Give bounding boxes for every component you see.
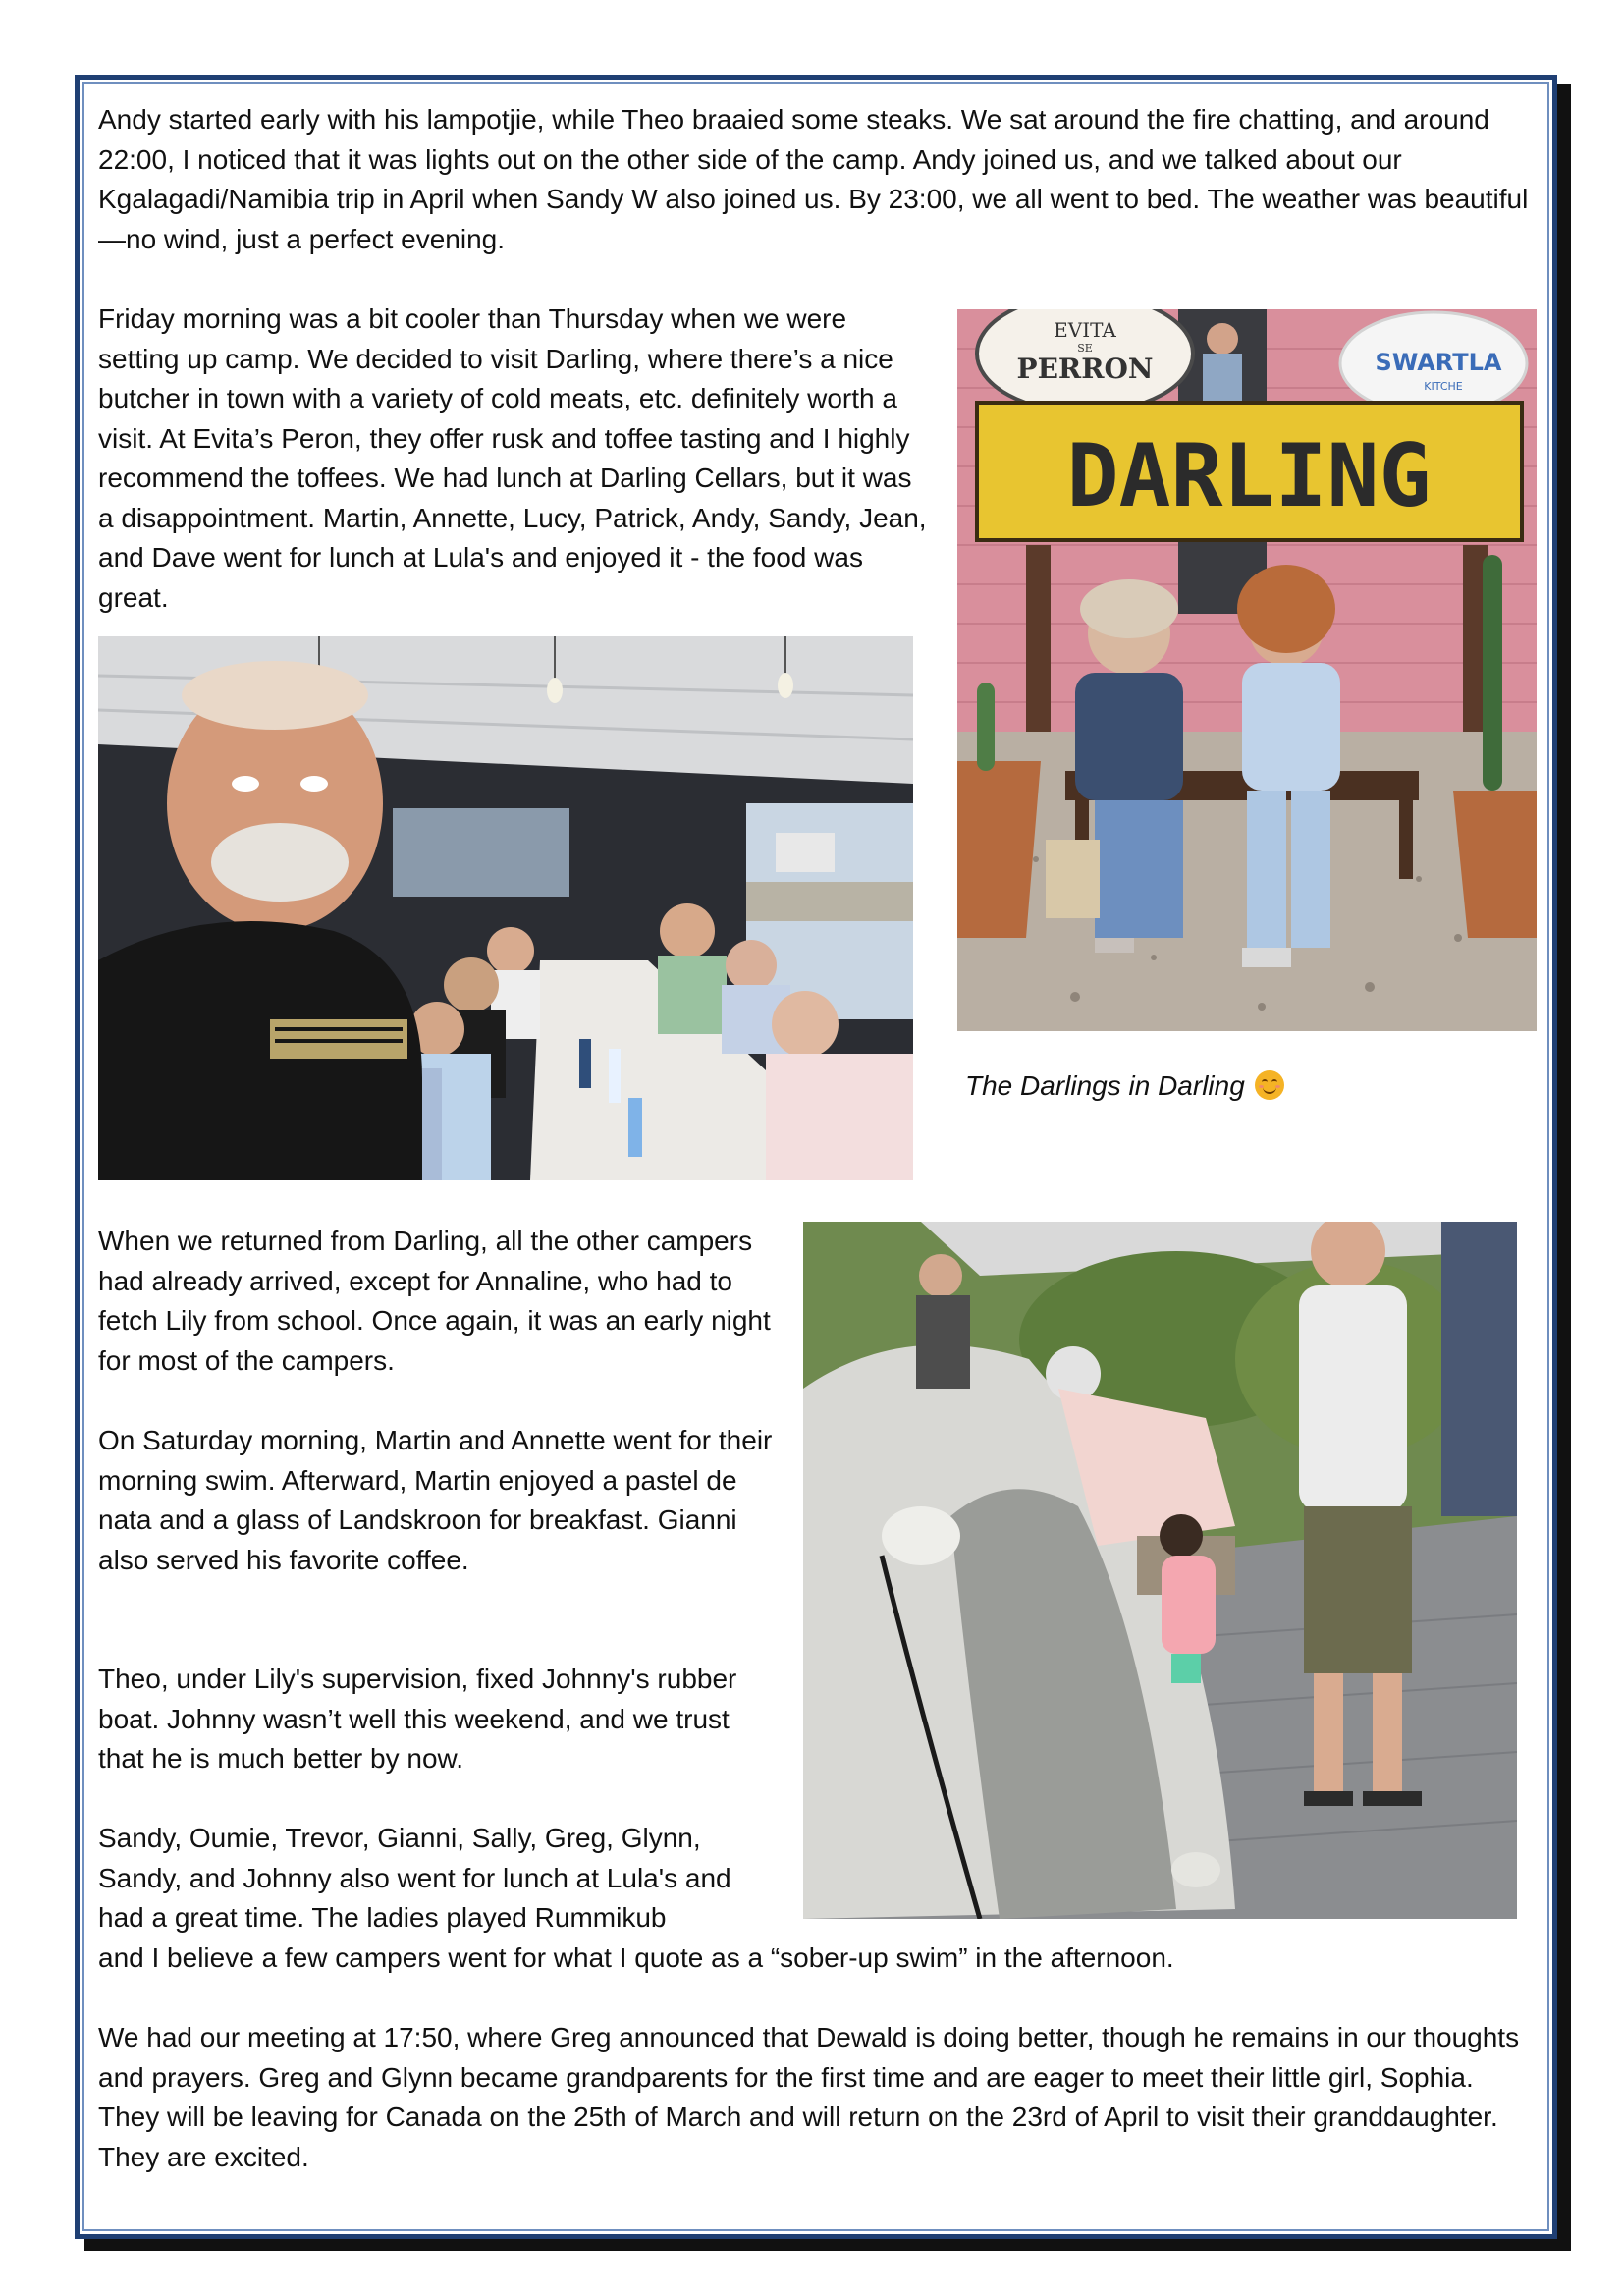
evita-sign-top: EVITA — [1054, 318, 1116, 342]
swartland-sign-small: KITCHE — [1424, 380, 1463, 393]
paragraph-return-from-darling: When we returned from Darling, all the other campers had already arrived, except for Annaline, who had to fetch Lily from school. Once again, it was an early night for most of the campers. — [98, 1226, 771, 1376]
paragraph-rubber-boat: Theo, under Lily's supervision, fixed Johnny's rubber boat. Johnny wasn’t well this weekend, and we trust that he is much better by now. — [98, 1664, 737, 1774]
darling-sign-photo — [957, 309, 1537, 1031]
rubber-boat-photo — [803, 1222, 1517, 1919]
swartland-sign-main: SWARTLA — [1375, 349, 1502, 376]
paragraph-saturday-swim: On Saturday morning, Martin and Annette went for their morning swim. Afterward, Martin enjoyed a pastel de nata and a glass of Landskroon for breakfast. Gianni also served his favorite coffee. — [98, 1425, 773, 1575]
photo-caption — [965, 1066, 1284, 1106]
smiley-emoji-icon — [1255, 1070, 1284, 1100]
evita-sign-main: PERRON — [1016, 353, 1154, 385]
lunch-group-photo — [98, 636, 913, 1180]
paragraph-lunch-lulas: Sandy, Oumie, Trevor, Gianni, Sally, Greg, Glynn, Sandy, and Johnny also went for lunch at Lula's and had a great time. The ladies played Rummikub — [98, 1823, 731, 1933]
paragraph-campfire: Andy started early with his lampotjie, while Theo braaied some steaks. We sat around the fire chatting, and around 22:00, I noticed that it was lights out on the other side of the camp. Andy joined us, and we talked about our Kgalagadi/Namibia trip in April when Sandy W also joined us. By 23:00, we all went to bed. The weather was beautiful—no wind, just a perfect evening. — [98, 104, 1529, 254]
evita-sign-small: SE — [1077, 342, 1093, 355]
paragraph-friday-darling: Friday morning was a bit cooler than Thursday when we were setting up camp. We decided to visit Darling, where there’s a nice butcher in town with a variety of cold meats, etc. definitely worth a visit. At Evita’s Peron, they offer rusk and toffee tasting and I highly recommend the toffees. We had lunch at Darling Cellars, but it was a disappointment. Martin, Annette, Lucy, Patrick, Andy, Sandy, Jean, and Dave went for lunch at Lula's and enjoyed it - the food was great. — [98, 303, 927, 613]
paragraph-sober-up-swim: and I believe a few campers went for what I quote as a “sober-up swim” in the afternoon. — [98, 1942, 1174, 1973]
caption-text: The Darlings in Darling — [965, 1070, 1245, 1101]
paragraph-meeting: We had our meeting at 17:50, where Greg announced that Dewald is doing better, though he remains in our thoughts and prayers. Greg and Glynn became grandparents for the first time and are eager to meet their little girl, Sophia. They will be leaving for Canada on the 25th of March and will return on the 23rd of April to visit their granddaughter. They are excited. — [98, 2022, 1520, 2172]
darling-sign-text: DARLING — [1066, 425, 1432, 526]
